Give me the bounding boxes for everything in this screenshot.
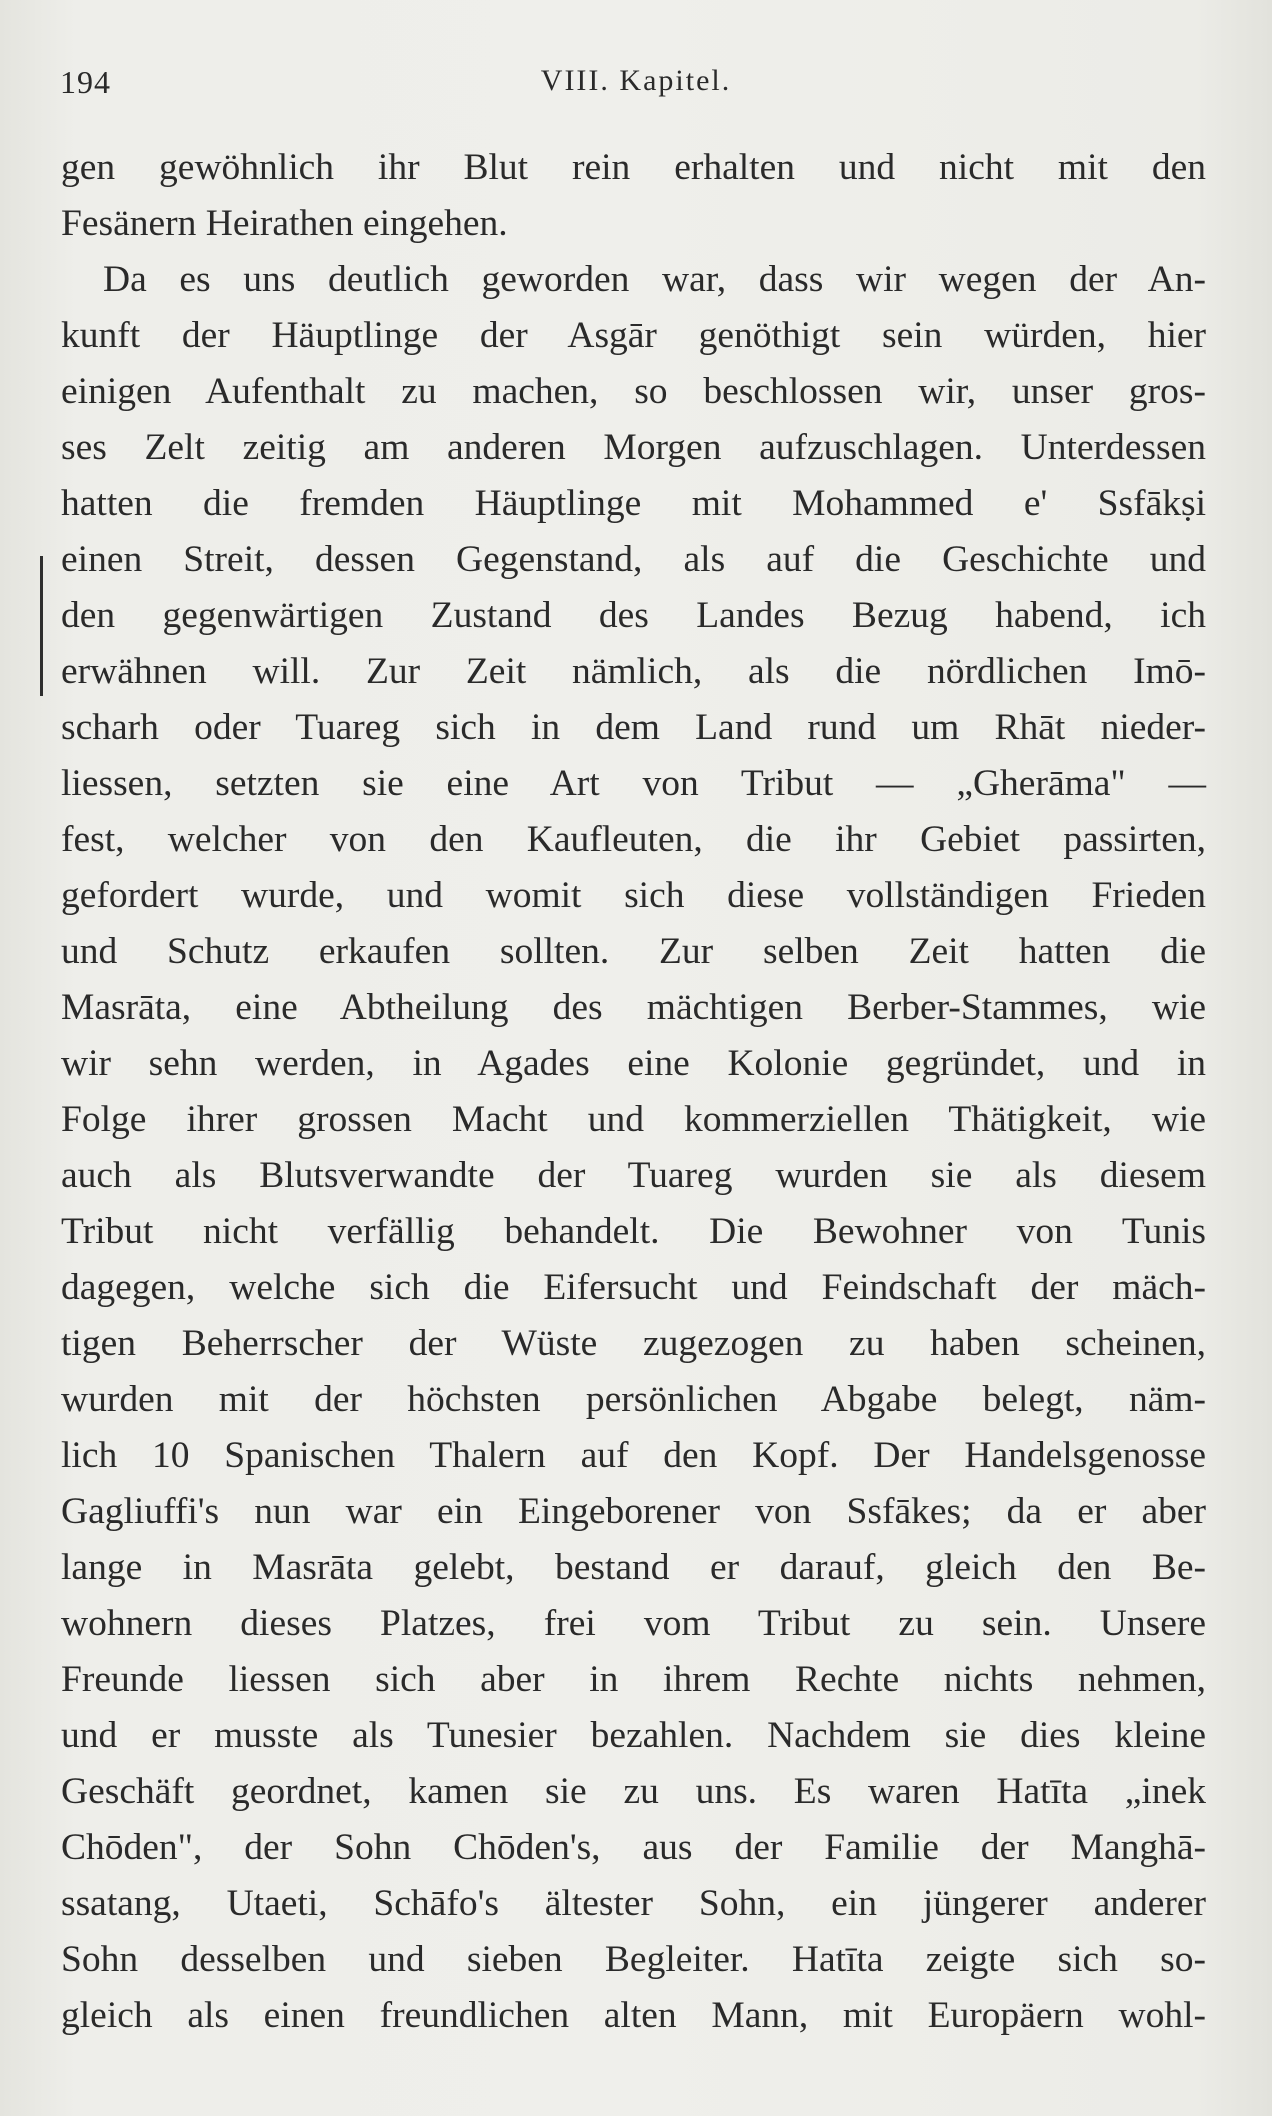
text-line: fest, welcher von den Kaufleuten, die ihr Gebiet passirten, bbox=[61, 819, 1206, 860]
text-line: Sohn desselben und sieben Begleiter. Hatīta zeigte sich so- bbox=[61, 1939, 1206, 1980]
text-line: Freunde liessen sich aber in ihrem Rechte nichts nehmen, bbox=[61, 1659, 1206, 1700]
text-line: hatten die fremden Häuptlinge mit Mohammed e' Ssfākṣi bbox=[61, 483, 1206, 524]
text-line: Da es uns deutlich geworden war, dass wir wegen der An- bbox=[103, 259, 1206, 300]
text-line: und er musste als Tunesier bezahlen. Nachdem sie dies kleine bbox=[61, 1715, 1206, 1756]
text-line: Masrāta, eine Abtheilung des mächtigen Berber-Stammes, wie bbox=[61, 987, 1206, 1028]
text-line: einigen Aufenthalt zu machen, so beschlossen wir, unser gros- bbox=[61, 371, 1206, 412]
text-line: Folge ihrer grossen Macht und kommerziellen Thätigkeit, wie bbox=[61, 1099, 1206, 1140]
text-line: gen gewöhnlich ihr Blut rein erhalten und nicht mit den bbox=[61, 147, 1206, 188]
text-line: Geschäft geordnet, kamen sie zu uns. Es waren Hatīta „inek bbox=[61, 1771, 1206, 1812]
text-line: ssatang, Utaeti, Schāfo's ältester Sohn, ein jüngerer anderer bbox=[61, 1883, 1206, 1924]
text-line: ses Zelt zeitig am anderen Morgen aufzuschlagen. Unterdessen bbox=[61, 427, 1206, 468]
text-line: wurden mit der höchsten persönlichen Abgabe belegt, näm- bbox=[61, 1379, 1206, 1420]
text-line: auch als Blutsverwandte der Tuareg wurden sie als diesem bbox=[61, 1155, 1206, 1196]
margin-mark bbox=[40, 556, 43, 696]
text-line: erwähnen will. Zur Zeit nämlich, als die nördlichen Imō- bbox=[61, 651, 1206, 692]
text-line: scharh oder Tuareg sich in dem Land rund um Rhāt nieder- bbox=[61, 707, 1206, 748]
page-number: 194 bbox=[60, 64, 111, 100]
page-header bbox=[60, 64, 1212, 112]
text-line: gleich als einen freundlichen alten Mann, mit Europäern wohl- bbox=[61, 1995, 1206, 2036]
text-line: dagegen, welche sich die Eifersucht und Feindschaft der mäch- bbox=[61, 1267, 1206, 1308]
running-head: VIII. Kapitel. bbox=[540, 64, 732, 97]
text-line: gefordert wurde, und womit sich diese vollständigen Frieden bbox=[61, 875, 1206, 916]
text-line: kunft der Häuptlinge der Asgār genöthigt sein würden, hier bbox=[61, 315, 1206, 356]
text-line: wohnern dieses Platzes, frei vom Tribut zu sein. Unsere bbox=[61, 1603, 1206, 1644]
text-line: und Schutz erkaufen sollten. Zur selben Zeit hatten die bbox=[61, 931, 1206, 972]
text-line: liessen, setzten sie eine Art von Tribut — „Gherāma" — bbox=[61, 763, 1206, 804]
text-line: Gagliuffi's nun war ein Eingeborener von Ssfākes; da er aber bbox=[61, 1491, 1206, 1532]
text-line: tigen Beherrscher der Wüste zugezogen zu haben scheinen, bbox=[61, 1323, 1206, 1364]
text-line: den gegenwärtigen Zustand des Landes Bezug habend, ich bbox=[61, 595, 1206, 636]
text-line: lich 10 Spanischen Thalern auf den Kopf. Der Handelsgenosse bbox=[61, 1435, 1206, 1476]
text-line: wir sehn werden, in Agades eine Kolonie gegründet, und in bbox=[61, 1043, 1206, 1084]
text-line: Fesänern Heirathen eingehen. bbox=[61, 203, 508, 244]
text-line: lange in Masrāta gelebt, bestand er darauf, gleich den Be- bbox=[61, 1547, 1206, 1588]
body-text bbox=[61, 140, 1206, 2044]
text-line: Chōden", der Sohn Chōden's, aus der Familie der Manghā- bbox=[61, 1827, 1206, 1868]
text-line: einen Streit, dessen Gegenstand, als auf die Geschichte und bbox=[61, 539, 1206, 580]
text-line: Tribut nicht verfällig behandelt. Die Bewohner von Tunis bbox=[61, 1211, 1206, 1252]
